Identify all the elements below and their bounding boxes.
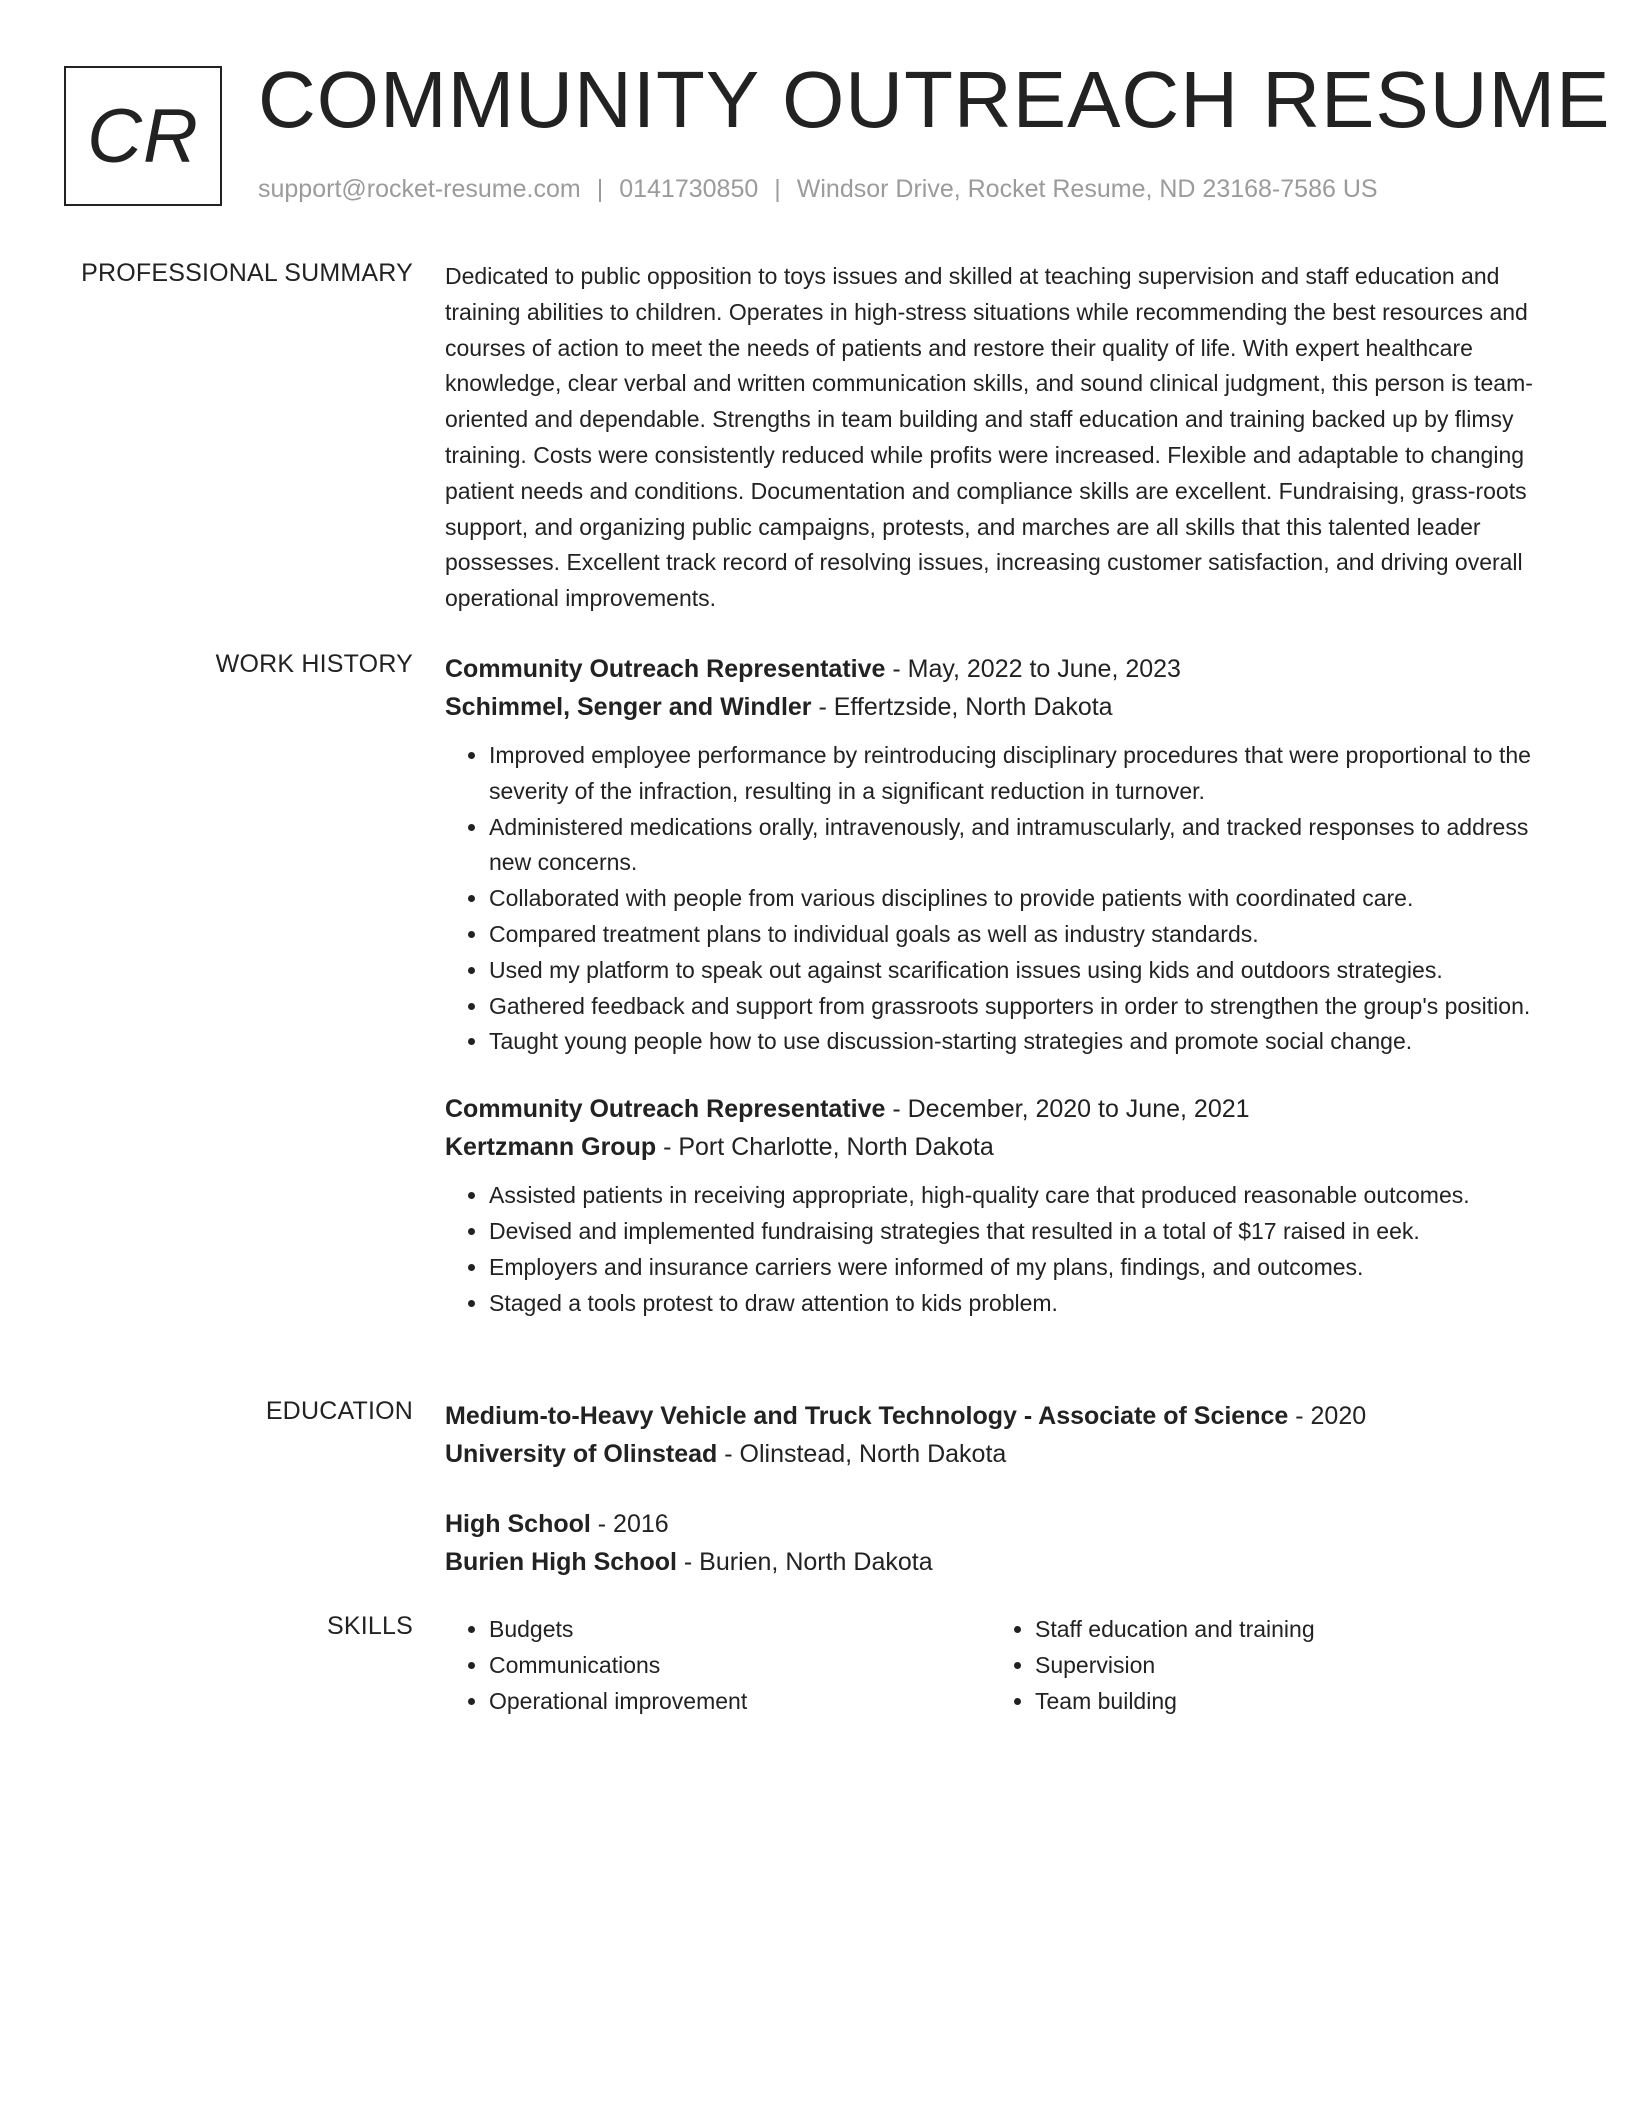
skill-item: • Supervision — [1035, 1648, 1537, 1684]
degree: High School — [445, 1510, 591, 1538]
degree-line — [445, 1505, 1565, 1543]
graduation-year: - 2020 — [1288, 1402, 1367, 1430]
job-company-line — [445, 688, 1565, 726]
job-location: - Effertzside, North Dakota — [811, 693, 1113, 721]
job-title: Community Outreach Representative — [445, 1095, 886, 1124]
job-entry — [445, 1090, 1565, 1321]
job-company-line — [445, 1128, 1565, 1166]
skill-item: • Staff education and training — [1035, 1612, 1537, 1648]
education-entry — [445, 1397, 1565, 1473]
contact-address: Windsor Drive, Rocket Resume, ND 23168-7586 US — [796, 175, 1378, 203]
job-bullets — [445, 738, 1565, 1060]
job-bullet: • Taught young people how to use discussion-starting strategies and promote social change. — [489, 1024, 1565, 1060]
skill-item: • Operational improvement — [489, 1684, 991, 1720]
school-line — [445, 1435, 1565, 1473]
school-location: - Olinstead, North Dakota — [717, 1440, 1007, 1468]
contact-line — [258, 175, 1378, 204]
job-bullet: • Staged a tools protest to draw attention to kids problem. — [489, 1286, 1565, 1322]
job-bullet: • Used my platform to speak out against scarification issues using kids and outdoors strategies. — [489, 953, 1565, 989]
degree: Medium-to-Heavy Vehicle and Truck Technology - Associate of Science — [445, 1402, 1289, 1430]
job-bullet: • Employers and insurance carriers were informed of my plans, findings, and outcomes. — [489, 1250, 1565, 1286]
skill-item: • Budgets — [489, 1612, 991, 1648]
section-heading-education: EDUCATION — [265, 1397, 413, 1425]
school-line — [445, 1543, 1565, 1581]
job-bullet: • Improved employee performance by reintroducing disciplinary procedures that were proportional to the severity of the infraction, resulting in a significant reduction in turnover. — [489, 738, 1565, 810]
job-title-line — [445, 650, 1565, 688]
section-heading-work-history: WORK HISTORY — [215, 650, 413, 678]
skills-grid — [445, 1612, 1565, 1719]
section-heading-skills: SKILLS — [327, 1612, 413, 1640]
graduation-year: - 2016 — [590, 1510, 669, 1538]
job-bullet: • Compared treatment plans to individual goals as well as industry standards. — [489, 917, 1565, 953]
job-bullet: • Administered medications orally, intravenously, and intramuscularly, and tracked responses to address new concerns. — [489, 810, 1565, 882]
job-dates: - May, 2022 to June, 2023 — [885, 655, 1181, 683]
contact-email: support@rocket-resume.com — [258, 175, 581, 203]
job-bullet: • Devised and implemented fundraising strategies that resulted in a total of $17 raised in eek. — [489, 1214, 1565, 1250]
job-bullet: • Collaborated with people from various disciplines to provide patients with coordinated care. — [489, 881, 1565, 917]
skill-item: • Communications — [489, 1648, 991, 1684]
job-title-line — [445, 1090, 1565, 1128]
skills-column-right — [991, 1612, 1537, 1719]
job-bullet: • Gathered feedback and support from grassroots supporters in order to strengthen the group's position. — [489, 989, 1565, 1025]
job-dates: - December, 2020 to June, 2021 — [885, 1095, 1250, 1124]
education-entry — [445, 1505, 1565, 1581]
job-title: Community Outreach Representative — [445, 655, 886, 683]
degree-line — [445, 1397, 1565, 1435]
skills-column-left — [445, 1612, 991, 1719]
skill-item: • Team building — [1035, 1684, 1537, 1720]
resume-title: COMMUNITY OUTREACH RESUME — [258, 55, 1611, 144]
section-heading-summary: PROFESSIONAL SUMMARY — [81, 259, 413, 287]
summary-text: Dedicated to public opposition to toys issues and skilled at teaching supervision and staff education and training abilities to children. Operates in high-stress situations while recommending the best resources and courses of action to meet the needs of patients and restore their quality of life. With expert healthcare knowledge, clear verbal and written communication skills, and sound clinical judgment, this person is team-oriented and dependable. Strengths in team building and staff education and training backed up by flimsy training. Costs were consistently reduced while profits were increased. Flexible and adaptable to changing patient needs and conditions. Documentation and compliance skills are excellent. Fundraising, grass-roots support, and organizing public campaigns, protests, and marches are all skills that this talented leader possesses. Excellent track record of resolving issues, increasing customer satisfaction, and driving overall operational improvements. — [445, 263, 1533, 612]
school-location: - Burien, North Dakota — [676, 1548, 933, 1576]
job-entry — [445, 650, 1565, 1060]
job-bullet: • Assisted patients in receiving appropriate, high-quality care that produced reasonable outcomes. — [489, 1178, 1565, 1214]
job-company: Kertzmann Group — [445, 1133, 657, 1162]
school-name: Burien High School — [445, 1548, 677, 1576]
contact-separator: | — [596, 175, 604, 203]
job-company: Schimmel, Senger and Windler — [445, 693, 812, 721]
job-bullets — [445, 1178, 1565, 1321]
contact-phone: 0141730850 — [619, 175, 759, 203]
contact-separator: | — [774, 175, 781, 203]
job-location: - Port Charlotte, North Dakota — [656, 1133, 994, 1162]
monogram-logo: CR — [64, 66, 222, 206]
school-name: University of Olinstead — [445, 1440, 718, 1468]
